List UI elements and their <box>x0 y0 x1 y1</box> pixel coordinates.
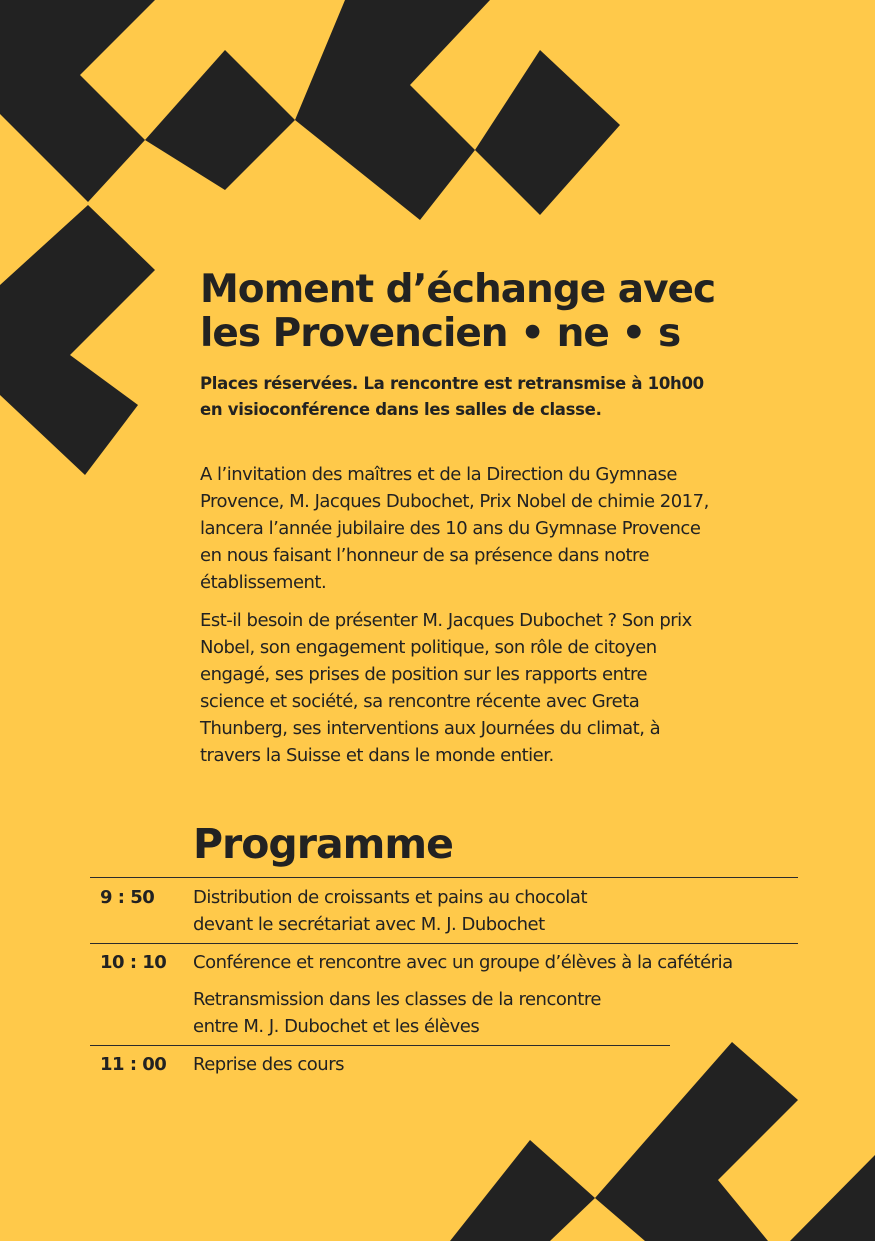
programme-divider <box>90 1045 670 1046</box>
description-line: Reprise des cours <box>193 1054 344 1075</box>
body-line: Nobel, son engagement politique, son rôle de citoyen <box>200 637 657 658</box>
body-paragraph-1 <box>200 461 810 596</box>
title-line-1: Moment d’échange avec <box>200 267 716 312</box>
body-line: travers la Suisse et dans le monde entier. <box>200 745 554 766</box>
subtitle <box>200 371 840 423</box>
diamond-shape-bottom-left <box>450 1140 595 1241</box>
programme-description <box>193 949 733 976</box>
description-line: Conférence et rencontre avec un groupe d’élèves à la cafétéria <box>193 952 733 973</box>
body-line: science et société, sa rencontre récente avec Greta <box>200 691 640 712</box>
body-line: établissement. <box>200 572 327 593</box>
programme-time: 10 : 10 <box>100 952 167 973</box>
description-line: entre M. J. Dubochet et les élèves <box>193 1016 480 1037</box>
programme-divider <box>90 877 798 878</box>
body-line: en nous faisant l’honneur de sa présence dans notre <box>200 545 650 566</box>
body-text <box>200 461 810 780</box>
chevron-shape-top <box>295 0 490 220</box>
page-title <box>200 268 840 356</box>
diamond-shape-top-right <box>475 50 620 215</box>
programme-time: 11 : 00 <box>100 1054 167 1075</box>
corner-shape-bottom-right <box>790 1155 875 1241</box>
body-line: engagé, ses prises de position sur les rapports entre <box>200 664 648 685</box>
body-paragraph-2 <box>200 607 810 769</box>
chevron-shape-left <box>0 205 155 475</box>
body-line: A l’invitation des maîtres et de la Direction du Gymnase <box>200 464 677 485</box>
body-line: Est-il besoin de présenter M. Jacques Dubochet ? Son prix <box>200 610 692 631</box>
programme-title: Programme <box>193 820 453 868</box>
programme-description <box>193 884 587 938</box>
chevron-shape-top-left <box>0 0 155 202</box>
description-line: Distribution de croissants et pains au chocolat <box>193 887 588 908</box>
chevron-shape-bottom-right <box>595 1042 798 1241</box>
programme-time: 9 : 50 <box>100 887 155 908</box>
body-line: lancera l’année jubilaire des 10 ans du Gymnase Provence <box>200 518 701 539</box>
subtitle-line-1: Places réservées. La rencontre est retransmise à 10h00 <box>200 374 704 393</box>
description-line: devant le secrétariat avec M. J. Dubochet <box>193 914 545 935</box>
programme-description <box>193 986 601 1040</box>
programme-divider <box>90 943 798 944</box>
subtitle-line-2: en visioconférence dans les salles de classe. <box>200 400 602 419</box>
diamond-shape-top <box>145 50 295 190</box>
title-line-2: les Provencien • ne • s <box>200 311 681 356</box>
description-line: Retransmission dans les classes de la rencontre <box>193 989 601 1010</box>
body-line: Thunberg, ses interventions aux Journées du climat, à <box>200 718 661 739</box>
programme-description <box>193 1051 344 1078</box>
body-line: Provence, M. Jacques Dubochet, Prix Nobel de chimie 2017, <box>200 491 709 512</box>
